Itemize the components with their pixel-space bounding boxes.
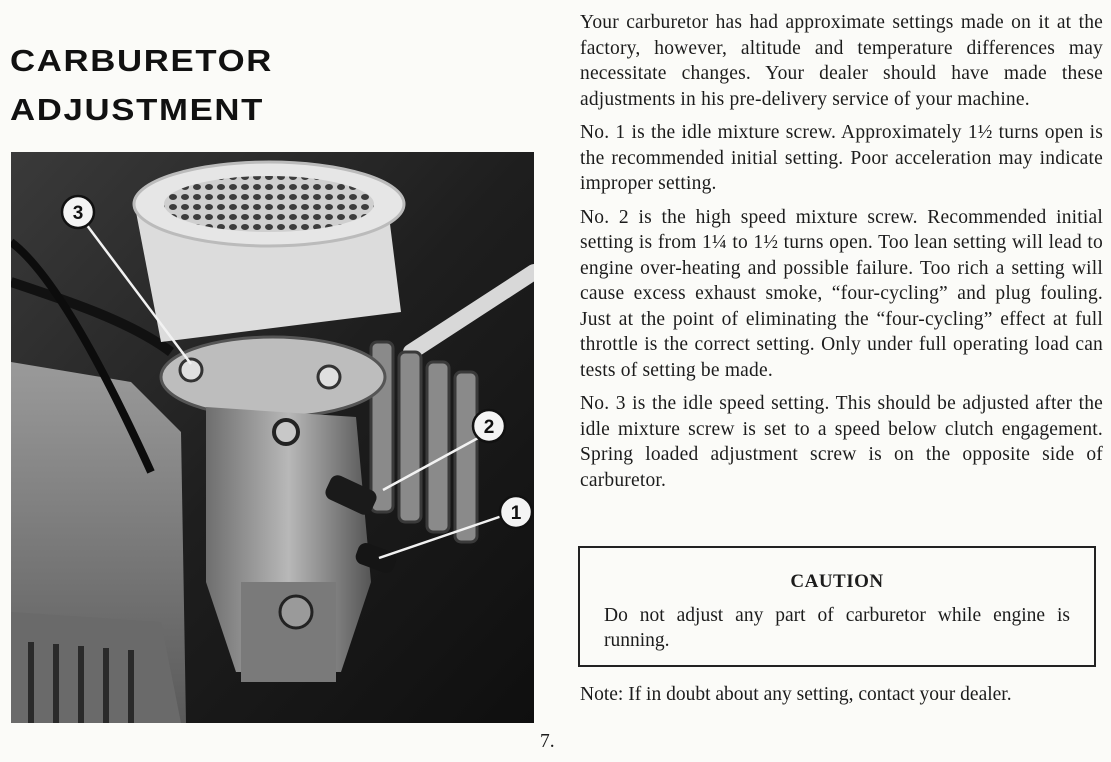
note-paragraph: Note: If in doubt about any setting, contact your dealer.	[580, 684, 1012, 705]
carburetor-photo	[11, 152, 534, 723]
title-line-1: CARBURETOR	[10, 43, 274, 78]
title-line-2: ADJUSTMENT	[10, 92, 265, 127]
callout-3-label: 3	[72, 203, 84, 224]
screw-3-paragraph: No. 3 is the idle speed setting. This should be adjusted after the idle mixture screw is set to a speed below clutch engagement. Spring loaded adjustment screw is on the opposite side of carburetor.	[580, 393, 1103, 491]
intro-paragraph: Your carburetor has had approximate settings made on it at the factory, however, altitude and temperature differences may necessitate changes. Your dealer should have made these adjustments in his pre-delivery service of your machine.	[580, 12, 1103, 110]
page-title	[10, 36, 380, 134]
screw-1-paragraph: No. 1 is the idle mixture screw. Approximately 1½ turns open is the recommended initial setting. Poor acceleration may indicate improper setting.	[580, 122, 1103, 194]
callout-1-label: 1	[510, 503, 522, 524]
instructions-text	[580, 10, 1103, 501]
callout-2-label: 2	[483, 417, 495, 438]
caution-body: Do not adjust any part of carburetor while engine is running.	[604, 605, 1070, 651]
caution-title: CAUTION	[790, 571, 884, 592]
page-number: 7.	[540, 731, 555, 752]
caution-box	[578, 546, 1096, 667]
screw-2-paragraph: No. 2 is the high speed mixture screw. Recommended initial setting is from 1¼ to 1½ turns open. Too lean setting will lead to engine over-heating and possible failure. Too rich a setting will cause excess exhaust smoke, “four-cycling” and plug fouling. Just at the point of eliminating the “four-cycling” effect at full throttle is the correct setting. Only under full operating load can tests of setting be made.	[580, 206, 1103, 381]
